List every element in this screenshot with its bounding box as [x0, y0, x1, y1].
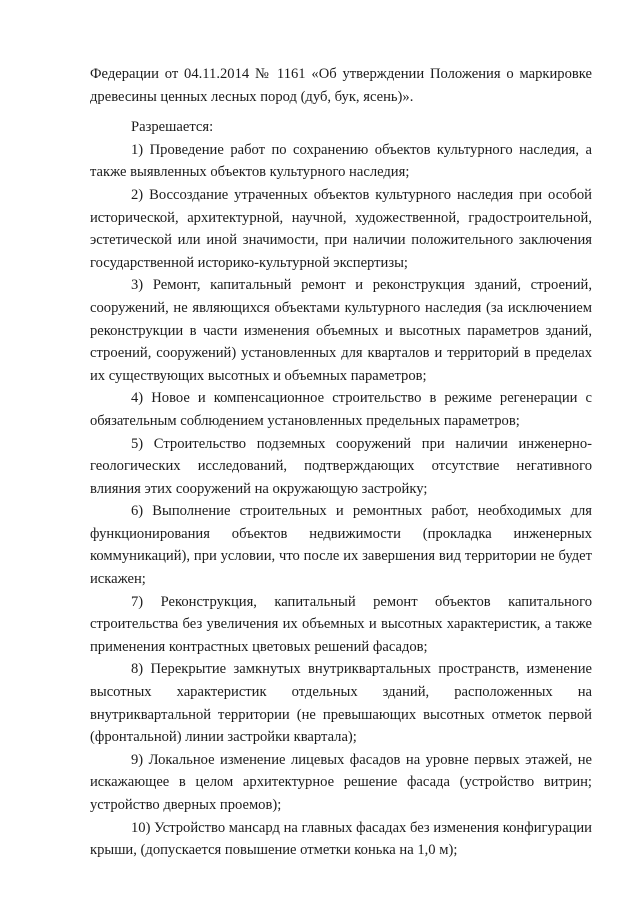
list-item-8: 8) Перекрытие замкнутых внутриквартальных пространств, изменение высотных характеристик отдельных зданий, расположенных на внутриквартальной территории (не превышающих высотных отметок первой (фронтальной) линии застройки квартала); — [90, 661, 592, 746]
list-item-1: 1) Проведение работ по сохранению объектов культурного наследия, а также выявленных объектов культурного наследия; — [90, 141, 592, 181]
intro-paragraph: Федерации от 04.11.2014 № 1161 «Об утверждении Положения о маркировке древесины ценных лесных пород (дуб, бук, ясень)». — [90, 66, 592, 105]
list-item-4: 4) Новое и компенсационное строительство в режиме регенерации с обязательным соблюдением установленных предельных параметров; — [90, 390, 592, 429]
list-item-5: 5) Строительство подземных сооружений при наличии инженерно-геологических исследований, подтверждающих отсутствие негативного влияния этих сооружений на окружающую застройку; — [90, 435, 592, 497]
section-heading: Разрешается: — [131, 119, 214, 136]
list-item-9: 9) Локальное изменение лицевых фасадов на уровне первых этажей, не искажающее в целом архитектурное решение фасада (устройство витрин; устройство дверных проемов); — [90, 751, 592, 813]
list-item-7: 7) Реконструкция, капитальный ремонт объектов капитального строительства без увеличения их объемных и высотных характеристик, а также применения контрастных цветовых решений фасадов; — [90, 593, 592, 655]
document-body — [90, 63, 592, 862]
list-item-2: 2) Воссоздание утраченных объектов культурного наследия при особой исторической, архитектурной, научной, художественной, градостроительной, эстетической или иной значимости, при наличии положительного заключения государственной историко-культурной экспертизы; — [90, 186, 592, 271]
list-item-10: 10) Устройство мансард на главных фасадах без изменения конфигурации крыши, (допускается повышение отметки конька на 1,0 м); — [90, 819, 592, 859]
list-item-3: 3) Ремонт, капитальный ремонт и реконструкция зданий, строений, сооружений, не являющихся объектами культурного наследия (за исключением реконструкции в части изменения объемных и высотных параметров зданий, строений, сооружений) установленных для кварталов и территорий в пределах их существующих высотных и объемных параметров; — [90, 277, 592, 384]
list-item-6: 6) Выполнение строительных и ремонтных работ, необходимых для функционирования объектов недвижимости (прокладка инженерных коммуникаций), при условии, что после их завершения вид территории не будет искажен; — [90, 503, 592, 588]
